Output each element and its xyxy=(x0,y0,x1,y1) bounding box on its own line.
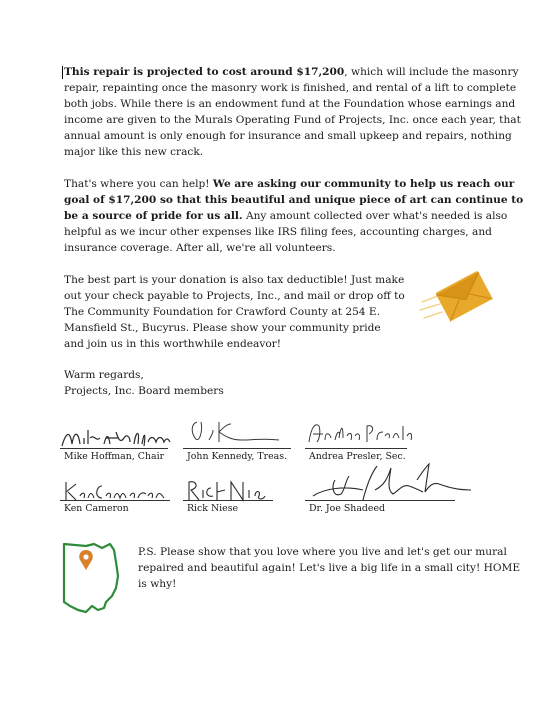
signature-line xyxy=(60,448,168,449)
signature-block-shadeed xyxy=(305,460,475,518)
closing xyxy=(64,367,364,399)
cost-line-4: income are given to the Murals Operating Fund of Projects, Inc. once each year, that xyxy=(64,114,521,126)
signer-name: Mike Hoffman, Chair xyxy=(64,451,165,462)
appeal-line-3: be a source of pride for us all. Any amount collected over what's needed is also xyxy=(64,210,508,222)
signer-name: Ken Cameron xyxy=(64,503,129,514)
appeal-paragraph xyxy=(64,176,524,256)
donation-line-5: and join us in this worthwhile endeavor! xyxy=(64,338,282,350)
signature-block-kennedy xyxy=(183,418,295,464)
signer-name: Rick Niese xyxy=(187,503,239,514)
appeal-line-5: insurance coverage. After all, we're all volunteers. xyxy=(64,242,336,254)
appeal-line-1: That's where you can help! We are asking our community to help us reach our xyxy=(64,178,515,190)
signature-block-niese xyxy=(183,478,295,518)
cost-highlight: This repair is projected to cost around $17,200 xyxy=(64,66,345,78)
cost-line-6: major like this new crack. xyxy=(64,146,204,158)
donation-line-4: Mansfield St., Bucyrus. Please show your community pride xyxy=(64,322,381,334)
ohio-outline-pin-icon xyxy=(60,540,132,616)
appeal-line-2: goal of $17,200 so that this beautiful and unique piece of art can continue to xyxy=(64,194,524,206)
signature-line xyxy=(305,500,455,501)
signature-line xyxy=(305,448,407,449)
cost-line-5: annual amount is only enough for insurance and small upkeep and repairs, nothing xyxy=(64,130,512,142)
signature-line xyxy=(183,500,273,501)
donation-line-1: The best part is your donation is also tax deductible! Just make xyxy=(64,274,405,286)
signature-line xyxy=(60,500,170,501)
donation-paragraph xyxy=(64,272,404,352)
signature-presler xyxy=(305,418,417,448)
appeal-line-4: helpful as we incur other expenses like IRS filing fees, accounting charges, and xyxy=(64,226,492,238)
postscript-line-3: is why! xyxy=(138,578,177,590)
closing-signer-group: Projects, Inc. Board members xyxy=(64,385,224,397)
donation-line-3: The Community Foundation for Crawford County at 254 E. xyxy=(64,306,381,318)
signature-shadeed xyxy=(305,460,475,504)
signature-block-presler xyxy=(305,418,417,464)
text-cursor xyxy=(62,66,63,79)
cost-line-2: repair, repainting once the masonry work is finished, and rental of a lift to complete xyxy=(64,82,517,94)
signature-block-hoffman xyxy=(60,424,172,464)
closing-salutation: Warm regards, xyxy=(64,369,144,381)
donation-line-2: out your check payable to Projects, Inc., and mail or drop off to xyxy=(64,290,405,302)
signature-block-cameron xyxy=(60,478,172,518)
signer-name: Dr. Joe Shadeed xyxy=(309,503,386,514)
postscript xyxy=(138,544,521,592)
signature-line xyxy=(183,448,291,449)
cost-line-3: both jobs. While there is an endowment fund at the Foundation whose earnings and xyxy=(64,98,516,110)
postscript-line-2: repaired and beautiful again! Let's live a big life in a small city! HOME xyxy=(138,562,521,574)
signature-kennedy xyxy=(183,418,295,448)
signer-name: John Kennedy, Treas. xyxy=(187,451,288,462)
postscript-line-1: P.S. Please show that you love where you live and let's get our mural xyxy=(138,546,507,558)
signer-name: Andrea Presler, Sec. xyxy=(309,451,406,462)
flying-envelope-icon xyxy=(418,262,494,324)
cost-line-1: This repair is projected to cost around $17,200, which will include the masonry xyxy=(64,66,519,78)
cost-paragraph xyxy=(64,64,521,160)
